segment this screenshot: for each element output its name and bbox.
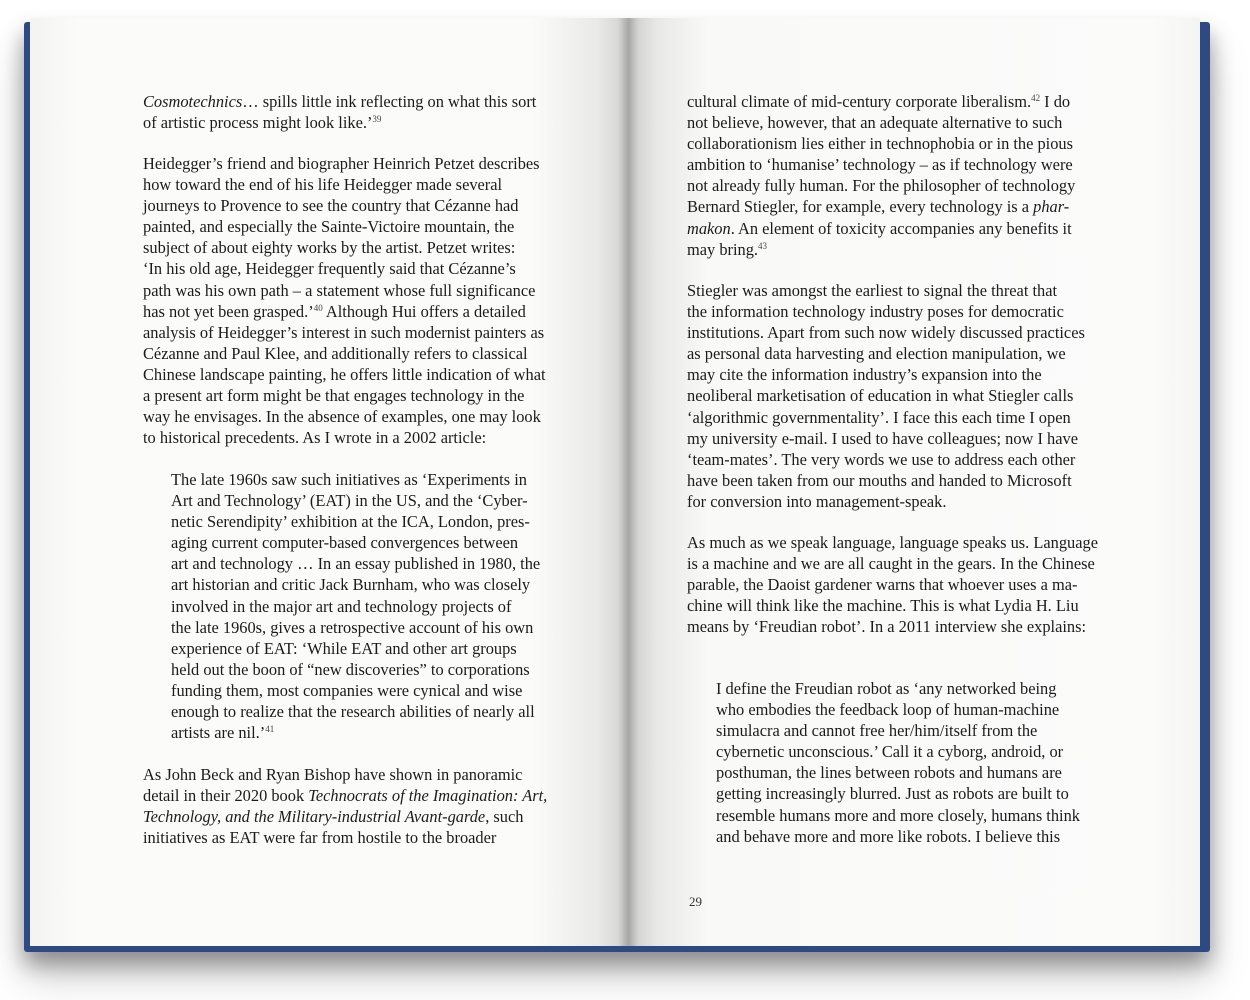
text-line: how toward the end of his life Heidegger made several	[143, 175, 503, 195]
left-paragraph-2	[143, 153, 591, 448]
text-line: way he envisages. In the absence of examples, one may look	[143, 407, 541, 427]
text-line: as personal data harvesting and election manipulation, we	[687, 344, 1066, 364]
right-paragraph-1	[687, 91, 1127, 260]
left-page	[30, 18, 628, 946]
text-line: ‘In his old age, Heidegger frequently said that Cézanne’s	[143, 259, 516, 279]
text-line: Art and Technology’ (EAT) in the US, and the ‘Cyber-	[171, 491, 528, 511]
italic-title: Cosmotechnics	[143, 92, 243, 111]
text-line: ambition to ‘humanise’ technology – as if technology were	[687, 155, 1073, 175]
right-paragraph-2	[687, 280, 1127, 512]
text-line: ‘algorithmic governmentality’. I face this each time I open	[687, 407, 1071, 427]
text-segment: of artistic process might look like.’	[143, 113, 373, 133]
text-line: journeys to Provence to see the country that Cézanne had	[143, 196, 519, 216]
text-line: cybernetic unconscious.’ Call it a cyborg, android, or	[716, 742, 1064, 762]
footnote-marker: 39	[372, 114, 382, 125]
text-line: a present art form might be that engages technology in the	[143, 386, 525, 406]
text-line: and behave more and more like robots. I believe this	[716, 826, 1061, 846]
footnote-marker: 43	[758, 240, 768, 251]
text-line: involved in the major art and technology projects of	[171, 596, 512, 616]
text-line: getting increasingly blurred. Just as robots are built to	[716, 784, 1069, 804]
text-line	[143, 785, 591, 806]
text-segment: detail in their 2020 book	[143, 786, 309, 806]
left-block-quote	[171, 469, 591, 743]
text-line	[687, 239, 1127, 260]
text-line: The late 1960s saw such initiatives as ‘Experiments in	[171, 470, 527, 489]
text-line: parable, the Daoist gardener warns that whoever uses a ma-	[687, 575, 1078, 595]
text-line: enough to realize that the research abilities of nearly all	[171, 702, 535, 722]
text-line: aging current computer-based convergences between	[171, 533, 519, 553]
text-line: not already fully human. For the philosopher of technology	[687, 176, 1076, 196]
footnote-marker: 41	[265, 724, 275, 735]
text-line: analysis of Heidegger’s interest in such modernist painters as	[143, 322, 545, 342]
text-line	[687, 218, 1127, 239]
italic-term: phar-	[1033, 197, 1070, 217]
text-line: my university e-mail. I used to have colleagues; now I have	[687, 428, 1078, 448]
text-line: funding them, most companies were cynical and wise	[171, 680, 523, 700]
text-line: resemble humans more and more closely, humans think	[716, 805, 1080, 825]
text-line: art and technology … In an essay published in 1980, the	[171, 554, 541, 574]
text-line: I define the Freudian robot as ‘any networked being	[716, 679, 1057, 698]
text-line	[143, 112, 591, 133]
footnote-marker: 42	[1031, 93, 1041, 103]
text-line: neoliberal marketisation of education in what Stiegler calls	[687, 386, 1074, 406]
left-paragraph-1	[143, 91, 591, 133]
text-line: netic Serendipity’ exhibition at the ICA, London, pres-	[171, 512, 530, 532]
text-line: Chinese landscape painting, he offers little indication of what	[143, 364, 546, 384]
text-segment: , such	[485, 807, 524, 827]
text-segment: Bernard Stiegler, for example, every technology is a	[687, 197, 1034, 217]
text-line: not believe, however, that an adequate alternative to such	[687, 113, 1063, 133]
text-line: initiatives as EAT were far from hostile to the broader	[143, 828, 497, 848]
text-line	[143, 91, 591, 112]
text-line	[143, 806, 591, 827]
text-line: As much as we speak language, language speaks us. Language	[687, 533, 1098, 552]
text-segment: artists are nil.’	[171, 723, 266, 743]
text-line	[687, 91, 1127, 112]
text-line: collaborationism lies either in technophobia or in the pious	[687, 134, 1074, 154]
text-line: means by ‘Freudian robot’. In a 2011 interview she explains:	[687, 617, 1087, 637]
text-line: As John Beck and Ryan Bishop have shown in panoramic	[143, 765, 523, 784]
text-line: who embodies the feedback loop of human-machine	[716, 700, 1060, 720]
text-line: the late 1960s, gives a retrospective account of his own	[171, 617, 534, 637]
text-line: to historical precedents. As I wrote in a 2002 article:	[143, 428, 487, 448]
text-line	[687, 196, 1127, 217]
text-segment: . An element of toxicity accompanies any benefits it	[730, 218, 1072, 238]
text-line	[171, 722, 591, 743]
footnote-marker: 40	[313, 302, 323, 313]
text-segment: Although Hui offers a detailed	[322, 301, 526, 321]
text-line: path was his own path – a statement whose full significance	[143, 280, 536, 300]
text-segment: … spills little ink reflecting on what this sort	[242, 92, 537, 111]
right-page	[628, 18, 1200, 946]
text-line: Heidegger’s friend and biographer Heinrich Petzet describes	[143, 154, 540, 173]
text-segment: may bring.	[687, 239, 759, 259]
text-line: simulacra and cannot free her/him/itself from the	[716, 721, 1038, 741]
text-line: may cite the information industry’s expansion into the	[687, 365, 1042, 385]
text-segment: I do	[1040, 92, 1071, 111]
right-block-quote	[716, 678, 1127, 847]
page-number: 29	[689, 894, 702, 909]
text-line: Stiegler was amongst the earliest to signal the threat that	[687, 281, 1058, 300]
text-segment: cultural climate of mid-century corporate liberalism.	[687, 92, 1032, 111]
text-line: held out the boon of “new discoveries” to corporations	[171, 659, 530, 679]
text-line: experience of EAT: ‘While EAT and other art groups	[171, 638, 517, 658]
text-line: art historian and critic Jack Burnham, who was closely	[171, 575, 531, 595]
text-line: ‘team-mates’. The very words we use to address each other	[687, 449, 1076, 469]
text-segment: has not yet been grasped.’	[143, 301, 314, 321]
text-line	[143, 301, 591, 322]
italic-title: Technocrats of the Imagination: Art,	[308, 786, 548, 806]
text-line: for conversion into management-speak.	[687, 491, 947, 511]
right-paragraph-3	[687, 532, 1127, 637]
text-line: is a machine and we are all caught in the gears. In the Chinese	[687, 554, 1095, 574]
text-line: institutions. Apart from such now widely discussed practices	[687, 323, 1085, 343]
left-paragraph-3	[143, 764, 591, 848]
text-line: painted, and especially the Sainte-Victoire mountain, the	[143, 217, 515, 237]
book-gutter	[618, 18, 638, 946]
text-line: the information technology industry poses for democratic	[687, 302, 1064, 322]
text-line: chine will think like the machine. This is what Lydia H. Liu	[687, 596, 1079, 616]
italic-term: makon	[687, 218, 731, 238]
text-line: posthuman, the lines between robots and humans are	[716, 763, 1062, 783]
text-line: have been taken from our mouths and handed to Microsoft	[687, 470, 1072, 490]
text-line: subject of about eighty works by the artist. Petzet writes:	[143, 238, 516, 258]
text-line: Cézanne and Paul Klee, and additionally refers to classical	[143, 343, 528, 363]
italic-title: Technology, and the Military-industrial Avant-garde	[143, 807, 486, 827]
